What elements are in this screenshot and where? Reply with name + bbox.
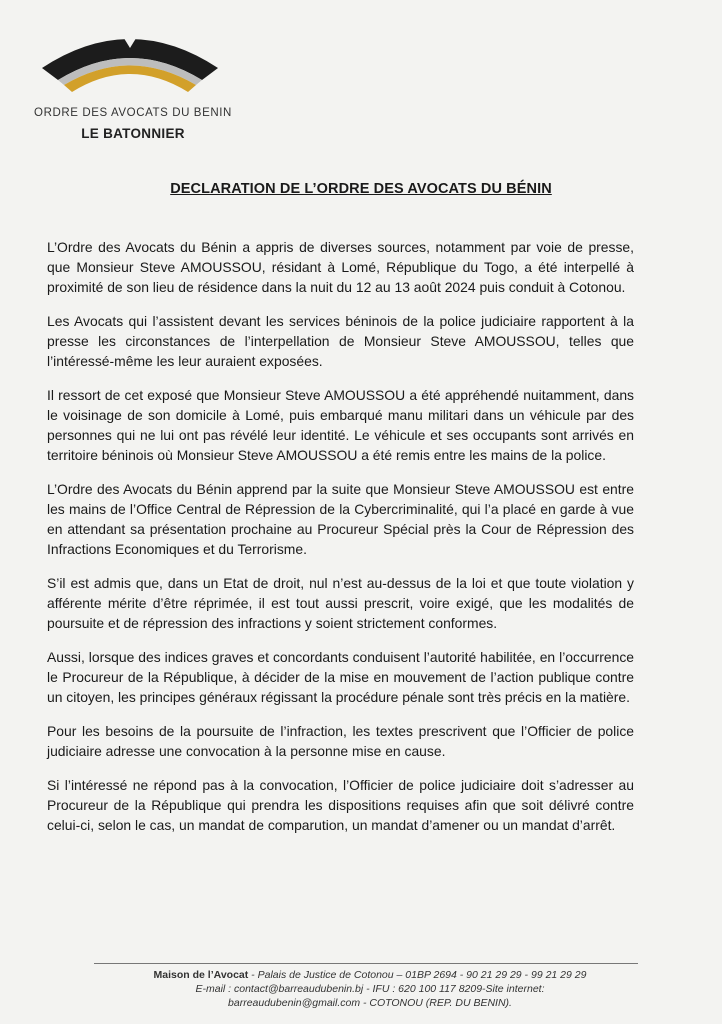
paragraph-4: L’Ordre des Avocats du Bénin apprend par la suite que Monsieur Steve AMOUSSOU est entre les mains de l’Office Central de Répression de la Cybercriminalité, qui l’a placé en garde à vue en attendant sa présentation prochaine au Procureur Spécial près la Cour de Répression des Infractions Economiques et du Terrorisme.	[47, 481, 634, 557]
footer-house-label: Maison de l’Avocat	[153, 969, 249, 981]
document-title: DECLARATION DE L’ORDRE DES AVOCATS DU BÉNIN	[170, 181, 552, 197]
paragraph-8: Si l’intéressé ne répond pas à la convocation, l’Officier de police judiciaire doit s’adresser au Procureur de la République qui prendra les dispositions requises afin que soit délivré contre celui-ci, selon le cas, un mandat de comparution, un mandat d’amener ou un mandat d’arrêt.	[47, 777, 634, 833]
footer-line-1	[60, 968, 680, 982]
office-title: LE BATONNIER	[81, 126, 185, 141]
paragraph-3: Il ressort de cet exposé que Monsieur Steve AMOUSSOU a été appréhendé nuitamment, dans le voisinage de son domicile à Lomé, puis embarqué manu militari dans un véhicule par des personnes qui ne lui ont pas révélé leur identité. Le véhicule et ses occupants sont arrivés en territoire béninois où Monsieur Steve AMOUSSOU a été remis entre les mains de la police.	[47, 387, 634, 463]
paragraph-7: Pour les besoins de la poursuite de l’infraction, les textes prescrivent que l’Officier de police judiciaire adresse une convocation à la personne mise en cause.	[47, 723, 634, 759]
footer-line-3: barreaudubenin@gmail.com - COTONOU (REP. DU BENIN).	[228, 997, 512, 1009]
footer	[60, 968, 680, 1010]
paragraph-5: S’il est admis que, dans un Etat de droit, nul n’est au-dessus de la loi et que toute violation y afférente mérite d’être réprimée, il est tout aussi prescrit, voire exigé, que les modalités de poursuite et de répression des infractions y soient strictement conformes.	[47, 575, 634, 631]
paragraph-2: Les Avocats qui l’assistent devant les services béninois de la police judiciaire rapportent à la presse les circonstances de l’interpellation de Monsieur Steve AMOUSSOU, telles que l’intéressé-même les leur auraient exposées.	[47, 313, 634, 369]
document-body	[47, 237, 634, 849]
footer-divider	[94, 963, 638, 964]
footer-line-2: E-mail : contact@barreaudubenin.bj - IFU : 620 100 117 8209-Site internet:	[195, 983, 545, 995]
footer-address: - Palais de Justice de Cotonou – 01BP 2694 - 90 21 29 29 - 99 21 29 29	[248, 969, 587, 981]
paragraph-6: Aussi, lorsque des indices graves et concordants conduisent l’autorité habilitée, en l’occurrence le Procureur de la République, à décider de la mise en mouvement de l’action publique contre un citoyen, les principes généraux régissant la procédure pénale sont très précis en la matière.	[47, 649, 634, 705]
organization-name: ORDRE DES AVOCATS DU BENIN	[34, 107, 232, 119]
paragraph-1: L’Ordre des Avocats du Bénin a appris de diverses sources, notamment par voie de presse, que Monsieur Steve AMOUSSOU, résidant à Lomé, République du Togo, a été interpellé à proximité de son lieu de résidence dans la nuit du 12 au 13 août 2024 puis conduit à Cotonou.	[47, 239, 634, 295]
bar-association-emblem-icon	[30, 18, 230, 98]
